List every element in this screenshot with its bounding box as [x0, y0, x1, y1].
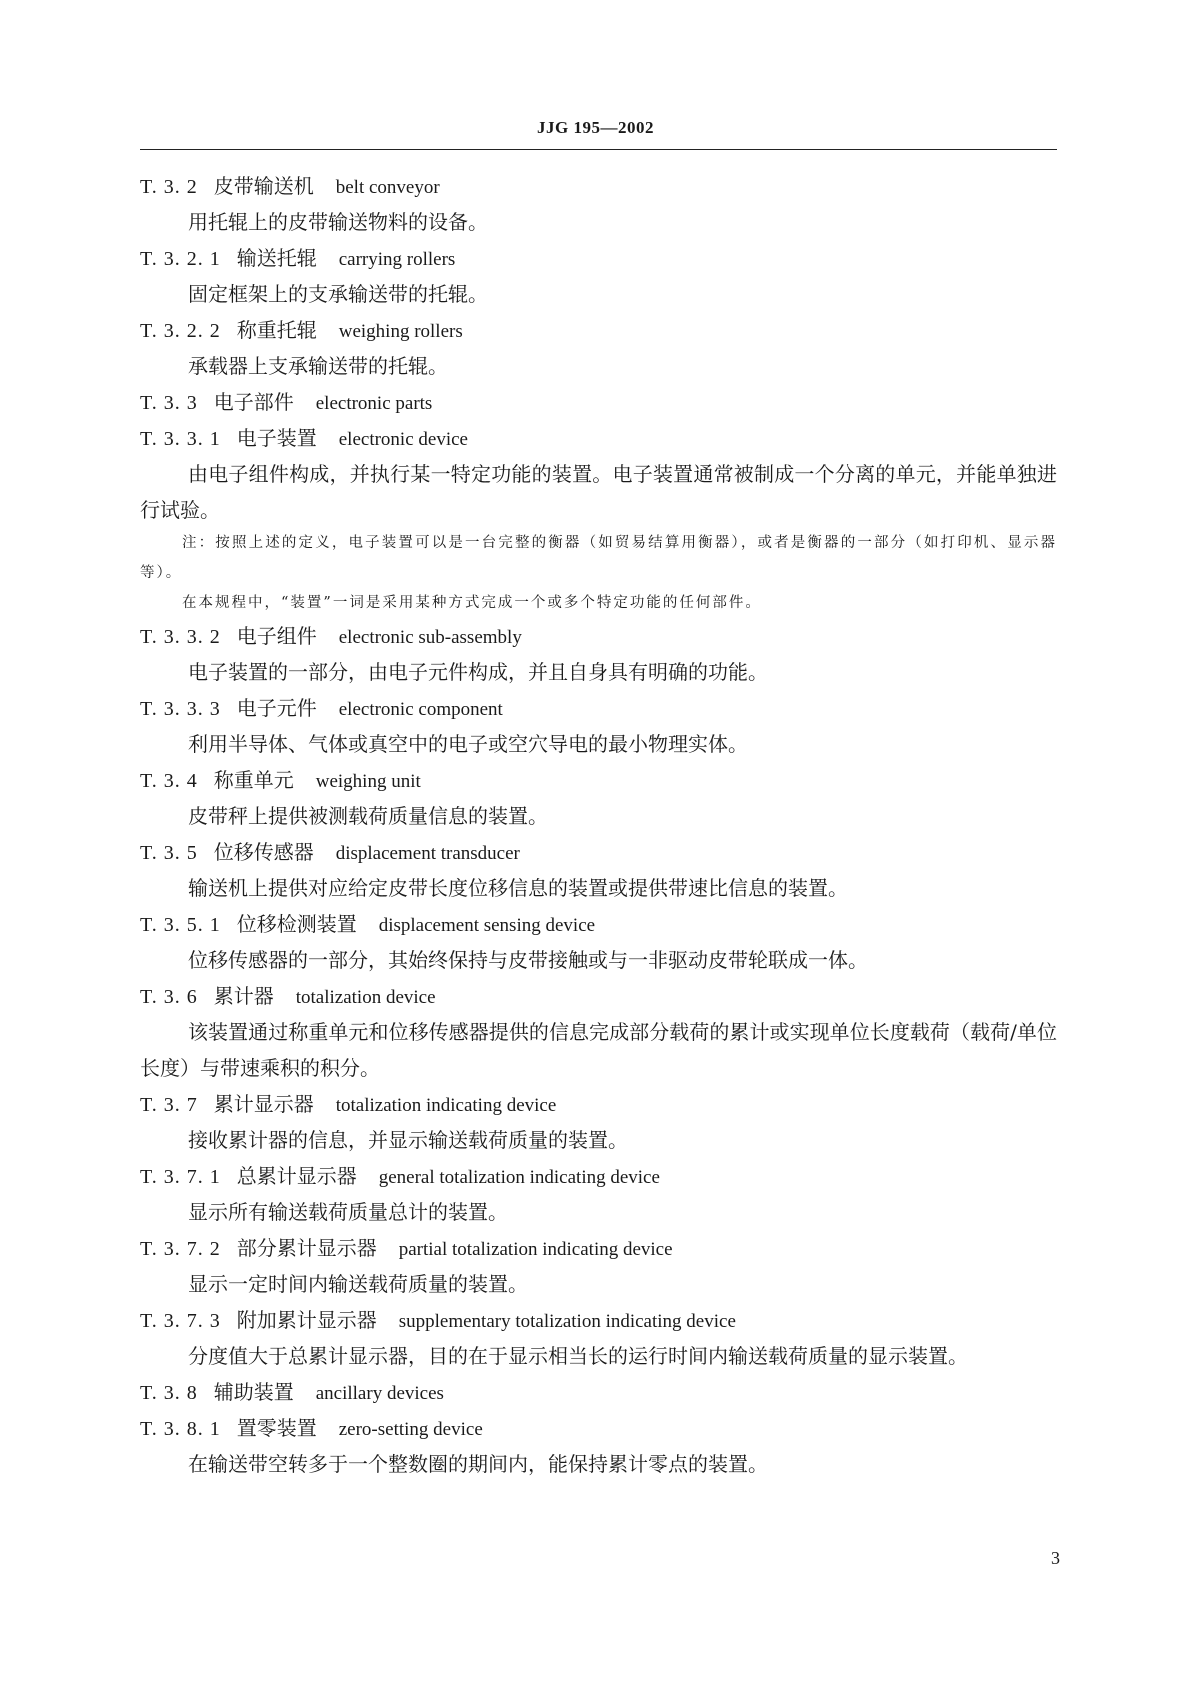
term-heading: [140, 618, 1057, 654]
term-number: T. 3. 2. 2: [140, 320, 221, 342]
term-zh: 累计器: [213, 984, 274, 1008]
header-rule: [140, 149, 1057, 150]
term-definition: 用托辊上的皮带输送物料的设备。: [188, 210, 488, 234]
term-number: T. 3. 5: [140, 842, 198, 864]
term-definition: 输送机上提供对应给定皮带长度位移信息的装置或提供带速比信息的装置。: [188, 876, 848, 900]
term-heading: [140, 420, 1057, 456]
term-en: partial totalization indicating device: [398, 1239, 673, 1260]
term-number: T. 3. 8: [140, 1382, 198, 1404]
term-definition: 显示一定时间内输送载荷质量的装置。: [188, 1272, 528, 1296]
term-en: carrying rollers: [338, 249, 456, 270]
note-text: 在本规程中，“装置”一词是采用某种方式完成一个或多个特定功能的任何部件。: [182, 595, 762, 611]
term-number: T. 3. 7. 1: [140, 1166, 221, 1188]
term-definition: 固定框架上的支承输送带的托辊。: [188, 282, 488, 306]
term-heading: [140, 1086, 1057, 1122]
term-en: totalization device: [295, 987, 436, 1008]
term-en: totalization indicating device: [335, 1095, 557, 1116]
term-heading: [140, 168, 1057, 204]
term-number: T. 3. 3. 2: [140, 626, 221, 648]
term-en: weighing rollers: [338, 321, 463, 342]
term-definition: 接收累计器的信息，并显示输送载荷质量的装置。: [188, 1128, 628, 1152]
term-heading: [140, 690, 1057, 726]
term-number: T. 3. 7. 3: [140, 1310, 221, 1332]
term-zh: 部分累计显示器: [236, 1236, 377, 1260]
term-zh: 置零装置: [236, 1416, 317, 1440]
term-zh: 输送托辊: [236, 246, 317, 270]
term-en: electronic parts: [315, 393, 433, 414]
term-heading: [140, 384, 1057, 420]
term-zh: 皮带输送机: [213, 174, 314, 198]
term-number: T. 3. 8. 1: [140, 1418, 221, 1440]
term-en: supplementary totalization indicating device: [398, 1311, 736, 1332]
term-heading: [140, 1230, 1057, 1266]
term-en: zero-setting device: [338, 1419, 483, 1440]
term-definition: 由电子组件构成，并执行某一特定功能的装置。电子装置通常被制成一个分离的单元，并能单独进行试验。: [140, 462, 1057, 522]
term-definition: 分度值大于总累计显示器，目的在于显示相当长的运行时间内输送载荷质量的显示装置。: [188, 1344, 968, 1368]
term-definition: 电子装置的一部分，由电子元件构成，并且自身具有明确的功能。: [188, 660, 768, 684]
page-number: 3: [1051, 1548, 1060, 1568]
term-en: electronic sub-assembly: [338, 627, 522, 648]
term-zh: 总累计显示器: [236, 1164, 357, 1188]
term-heading: [140, 762, 1057, 798]
term-heading: [140, 906, 1057, 942]
term-number: T. 3. 4: [140, 770, 198, 792]
term-heading: [140, 240, 1057, 276]
term-zh: 电子装置: [236, 426, 317, 450]
term-zh: 辅助装置: [213, 1380, 294, 1404]
term-zh: 电子组件: [236, 624, 317, 648]
term-number: T. 3. 3. 1: [140, 428, 221, 450]
term-heading: [140, 834, 1057, 870]
term-definition: 皮带秤上提供被测载荷质量信息的装置。: [188, 804, 548, 828]
header-title: JJG 195—2002: [537, 118, 654, 137]
content-body: [140, 168, 1057, 1482]
term-heading: [140, 978, 1057, 1014]
term-zh: 称重托辊: [236, 318, 317, 342]
term-en: displacement sensing device: [378, 915, 596, 936]
term-number: T. 3. 5. 1: [140, 914, 221, 936]
term-definition: 利用半导体、气体或真空中的电子或空穴导电的最小物理实体。: [188, 732, 748, 756]
term-definition: 承载器上支承输送带的托辊。: [188, 354, 448, 378]
term-definition: 显示所有输送载荷质量总计的装置。: [188, 1200, 508, 1224]
term-en: electronic component: [338, 699, 503, 720]
term-number: T. 3. 7: [140, 1094, 198, 1116]
term-number: T. 3. 2: [140, 176, 198, 198]
term-definition: 位移传感器的一部分，其始终保持与皮带接触或与一非驱动皮带轮联成一体。: [188, 948, 868, 972]
term-zh: 位移传感器: [213, 840, 314, 864]
term-zh: 附加累计显示器: [236, 1308, 377, 1332]
term-definition: 在输送带空转多于一个整数圈的期间内，能保持累计零点的装置。: [188, 1452, 768, 1476]
term-en: displacement transducer: [335, 843, 520, 864]
term-heading: [140, 1302, 1057, 1338]
term-heading: [140, 312, 1057, 348]
term-zh: 位移检测装置: [236, 912, 357, 936]
term-zh: 累计显示器: [213, 1092, 314, 1116]
term-number: T. 3. 3. 3: [140, 698, 221, 720]
term-heading: [140, 1410, 1057, 1446]
term-number: T. 3. 2. 1: [140, 248, 221, 270]
term-heading: [140, 1374, 1057, 1410]
term-number: T. 3. 6: [140, 986, 198, 1008]
term-en: belt conveyor: [335, 177, 440, 198]
term-zh: 电子部件: [213, 390, 294, 414]
term-number: T. 3. 3: [140, 392, 198, 414]
note-text: 注：按照上述的定义，电子装置可以是一台完整的衡器（如贸易结算用衡器），或者是衡器的一部分（如打印机、显示器等）。: [140, 535, 1057, 581]
term-en: ancillary devices: [315, 1383, 444, 1404]
term-en: weighing unit: [315, 771, 421, 792]
term-en: general totalization indicating device: [378, 1167, 660, 1188]
term-definition: 该装置通过称重单元和位移传感器提供的信息完成部分载荷的累计或实现单位长度载荷（载荷/单位长度）与带速乘积的积分。: [140, 1020, 1057, 1080]
term-zh: 称重单元: [213, 768, 294, 792]
term-zh: 电子元件: [236, 696, 317, 720]
term-heading: [140, 1158, 1057, 1194]
term-en: electronic device: [338, 429, 468, 450]
term-number: T. 3. 7. 2: [140, 1238, 221, 1260]
